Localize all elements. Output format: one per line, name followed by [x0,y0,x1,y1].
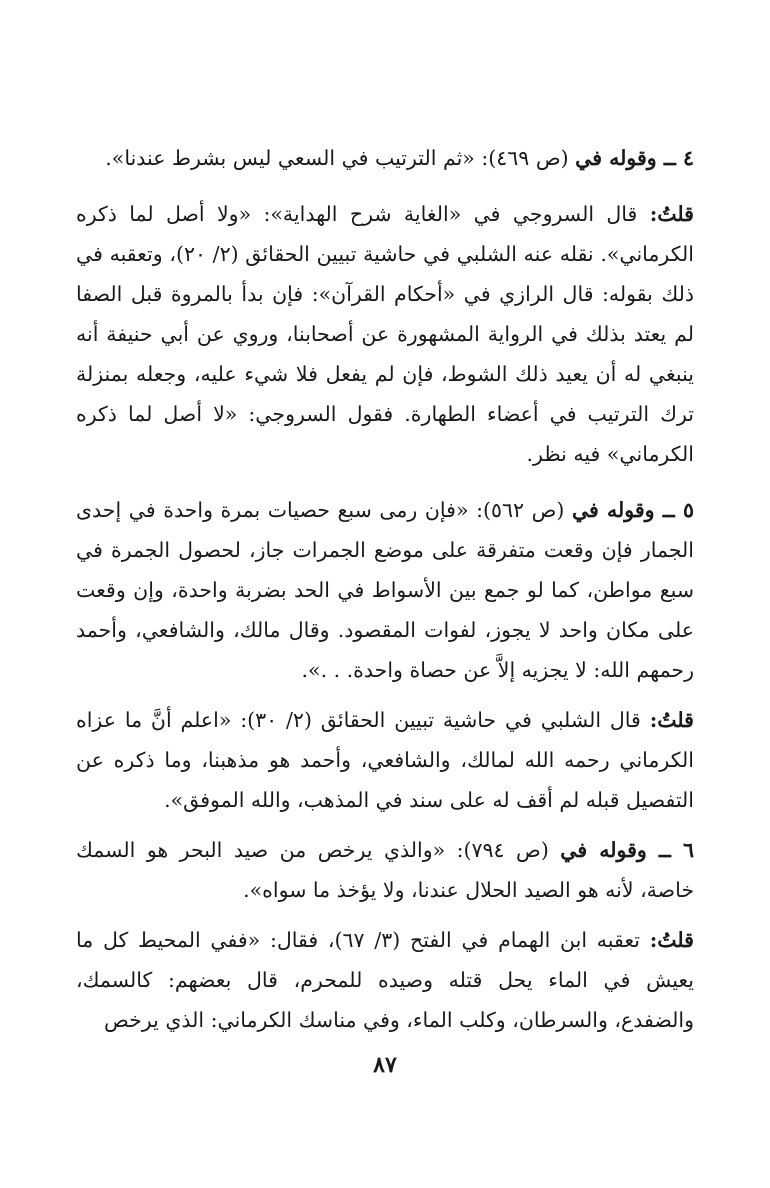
paragraph-lead: قلتُ: [649,928,694,952]
paragraph-text: تعقبه ابن الهمام في الفتح (٣/ ٦٧)، فقال: «ففي المحيط كل ما يعيش في الماء يحل قتله وصيده للمحرم، قال بعضهم: كالسمك، والضفدع، والسرطان، وكلب الماء، وفي مناسك الكرماني: الذي يرخص [76,928,694,1032]
paragraph-text: قال السروجي في «الغاية شرح الهداية»: «ولا أصل لما ذكره الكرماني». نقله عنه الشلبي في حاشية تبيين الحقائق (٢/ ٢٠)، وتعقبه في ذلك بقوله: قال الرازي في «أحكام القرآن»: فإن بدأ بالمروة قبل الصفا لم يعتد بذلك في الرواية المشهورة عن أصحابنا، وروي عن أبي حنيفة أنه ينبغي له أن يعيد ذلك الشوط، فإن لم يفعل فلا شيء عليه، وجعله بمنزلة ترك الترتيب في أعضاء الطهارة. فقول السروجي: «لا أصل لما ذكره الكرماني» فيه نظر. [76,202,694,466]
paragraph-text: (ص ٤٦٩): «ثم الترتيب في السعي ليس بشرط عندنا». [105,146,576,170]
paragraph-lead: ٦ ــ وقوله في [560,838,694,862]
paragraph-text: (ص ٥٦٢): «فإن رمى سبع حصيات بمرة واحدة في إحدى الجمار فإن وقعت متفرقة على موضع الجمرات جاز، لحصول الجمرة في سبع مواطن، كما لو جمع بين الأسواط في الحد بضربة واحدة، وإن وقعت على مكان واحد لا يجوز، لفوات المقصود. وقال مالك، والشافعي، وأحمد رحمهم الله: لا يجزيه إلاَّ عن حصاة واحدة. . .». [76,498,694,682]
paragraph-note-6 [76,920,694,1040]
page-number: ٨٧ [373,1052,397,1078]
paragraph-item-4 [76,138,694,178]
paragraph-item-5 [76,490,694,690]
paragraph-lead: ٤ ــ وقوله في [575,146,694,170]
paragraph-note-4 [76,194,694,474]
paragraph-text: (ص ٧٩٤): «والذي يرخص من صيد البحر هو السمك خاصة، لأنه هو الصيد الحلال عندنا، ولا يؤخذ ما سواه». [76,838,694,902]
paragraph-note-5 [76,700,694,820]
paragraph-item-6 [76,830,694,910]
paragraph-lead: قلتُ: [649,708,694,732]
page-body [76,138,694,1040]
paragraph-lead: قلتُ: [649,202,694,226]
paragraph-text: قال الشلبي في حاشية تبيين الحقائق (٢/ ٣٠): «اعلم أنَّ ما عزاه الكرماني رحمه الله لمالك، والشافعي، وأحمد هو مذهبنا، وما ذكره عن التفصيل قبله لم أقف له على سند في المذهب، والله الموفق». [76,708,694,812]
paragraph-lead: ٥ ــ وقوله في [571,498,694,522]
